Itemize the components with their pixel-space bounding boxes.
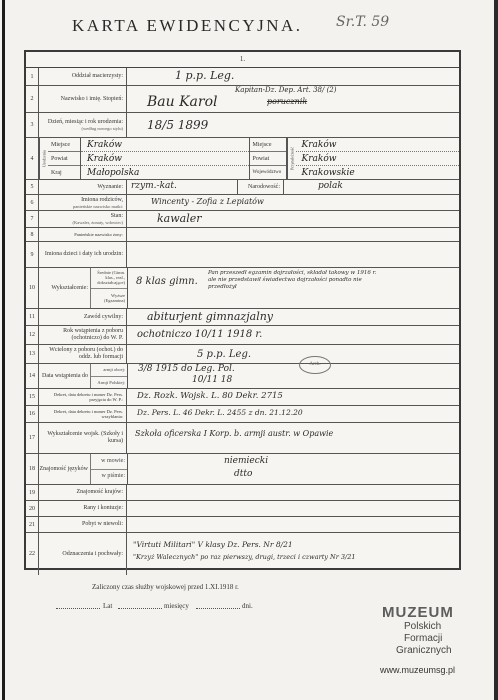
form-row-18 bbox=[26, 454, 459, 485]
name-value: Bau Karol bbox=[147, 94, 218, 110]
dotted-line bbox=[196, 608, 240, 609]
language-sublabels bbox=[91, 454, 127, 484]
row-value bbox=[127, 406, 459, 422]
form-row-3 bbox=[26, 113, 459, 138]
row-value bbox=[127, 113, 459, 137]
domicile-column bbox=[250, 138, 460, 179]
entry-sublabels bbox=[91, 364, 127, 388]
form-row-16 bbox=[26, 406, 459, 423]
row-number: 8 bbox=[26, 228, 39, 241]
sublabel: Armji Polskiej: bbox=[97, 379, 125, 385]
place-labels bbox=[48, 138, 81, 179]
row-number: 9 bbox=[26, 242, 39, 267]
marital-status-value: kawaler bbox=[157, 212, 202, 225]
row-value bbox=[127, 485, 459, 500]
form-row-12 bbox=[26, 326, 459, 345]
place-label: Kraj bbox=[51, 169, 62, 176]
row-value bbox=[127, 517, 459, 532]
document-title: KARTA EWIDENCYJNA. bbox=[72, 16, 303, 35]
decoration-1: "Virtuti Militari" V klasy Dz. Pers. Nr 8/21 bbox=[133, 540, 293, 549]
written-language-value: dtto bbox=[234, 469, 253, 479]
row-value bbox=[127, 533, 459, 575]
row-label: Oddział macierzysty: bbox=[39, 68, 127, 85]
row-value bbox=[127, 326, 459, 344]
place-label: Powiat bbox=[250, 152, 286, 166]
logo-title: MUZEUM bbox=[382, 604, 454, 621]
entry-date-label bbox=[39, 364, 128, 388]
enlistment-value: ochotniczo 10/11 1918 r. bbox=[137, 329, 263, 340]
days-label: dni. bbox=[242, 602, 253, 610]
row-number: 12 bbox=[26, 326, 39, 344]
rank-note: Kapitan-Dz. Dep. Art. 38/ (2) bbox=[235, 86, 337, 94]
birth-date-value: 18/5 1899 bbox=[147, 118, 209, 132]
row-label: Odznaczenia i pochwały: bbox=[39, 533, 127, 575]
logo-line: Granicznych bbox=[396, 645, 452, 656]
row-label: Wykształcenie wojsk. (Szkoły i kursa) bbox=[39, 423, 127, 453]
row-value bbox=[128, 364, 459, 388]
row-number: 16 bbox=[26, 406, 39, 422]
form-row-21 bbox=[26, 517, 459, 533]
row-value bbox=[127, 228, 459, 241]
page-edge-right bbox=[494, 0, 498, 700]
place-value: Kraków bbox=[296, 138, 460, 152]
nationality-label: Narodowość: bbox=[238, 180, 284, 194]
years-label: Lat bbox=[103, 602, 113, 610]
form-row-9 bbox=[26, 242, 459, 268]
row-number: 20 bbox=[26, 501, 39, 516]
rank-value: porucznik bbox=[267, 97, 308, 106]
form-row-5 bbox=[26, 180, 459, 195]
row-number: 19 bbox=[26, 485, 39, 500]
page-edge-left bbox=[2, 0, 5, 700]
row-value bbox=[127, 423, 459, 453]
row-label: Pobyt w niewoli: bbox=[39, 517, 127, 532]
row-number: 14 bbox=[26, 364, 39, 388]
row-value bbox=[127, 501, 459, 516]
row-label: Dekret, data dekretu i numer Dz. Pers. wszyblania: bbox=[39, 406, 127, 422]
row-value bbox=[127, 195, 459, 210]
place-values bbox=[296, 138, 460, 179]
military-education-value: Szkoła oficerska I Korp. b. armji austr. w Opawie bbox=[135, 429, 334, 438]
place-label: Powiat bbox=[48, 152, 80, 166]
admission-decree-value: Dz. Rozk. Wojsk. L. 80 Dekr. 2715 bbox=[137, 391, 283, 401]
row-label: Imiona rodziców, panieńskie nazwisko matki: bbox=[39, 195, 127, 210]
education-value: 8 klas gimn. bbox=[136, 276, 198, 287]
museum-logo bbox=[374, 604, 494, 676]
service-time-label: Zaliczony czas służby wojskowej przed 1.XI.1918 r. bbox=[92, 583, 239, 591]
dotted-line bbox=[56, 608, 100, 609]
row-label: Stan: (Kawaler, żonaty, wdowiec) bbox=[39, 211, 127, 227]
row-label: Nazwisko i imię. Stopień: bbox=[39, 86, 127, 112]
side-label: Przynależność bbox=[287, 138, 296, 179]
form-row-14 bbox=[26, 364, 459, 389]
form-row-7 bbox=[26, 211, 459, 228]
home-unit-value: 1 p.p. Leg. bbox=[175, 69, 235, 82]
row-number: 6 bbox=[26, 195, 39, 210]
row-label: Zawód cywilny: bbox=[39, 309, 127, 325]
place-value: Kraków bbox=[81, 138, 249, 152]
row-number: 18 bbox=[26, 454, 39, 484]
verification-decree-value: Dz. Pers. L. 46 Dekr. L. 2455 z dn. 21.12.20 bbox=[137, 408, 303, 417]
row-number: 13 bbox=[26, 345, 39, 363]
row-number: 7 bbox=[26, 211, 39, 227]
row-value bbox=[128, 268, 459, 308]
place-value: Małopolska bbox=[87, 167, 140, 178]
logo-url: www.muzeumsg.pl bbox=[380, 665, 456, 675]
row-value bbox=[127, 345, 459, 363]
row-number: 10 bbox=[26, 268, 39, 308]
row-label: Znajomość krajów: bbox=[39, 485, 127, 500]
logo-line: Polskich bbox=[404, 621, 442, 632]
form-row-1 bbox=[26, 68, 459, 86]
row-number: 2 bbox=[26, 86, 39, 112]
row-label: Imiona dzieci i daty ich urodzin: bbox=[39, 242, 127, 267]
row-label: Data wstąpienia do bbox=[39, 364, 91, 388]
education-sublabels bbox=[91, 268, 127, 308]
form-row-4-places bbox=[26, 138, 459, 180]
place-value: Krakowskie bbox=[301, 167, 355, 178]
dotted-line bbox=[118, 608, 162, 609]
place-label: Województwo bbox=[252, 170, 282, 175]
row-value bbox=[127, 180, 238, 194]
religion-value: rzym.-kat. bbox=[131, 181, 177, 191]
archive-stamp: Arch. bbox=[299, 356, 331, 374]
place-labels bbox=[250, 138, 287, 179]
place-value: Kraków bbox=[81, 152, 249, 166]
section-number: 1. bbox=[26, 52, 459, 68]
row-number: 17 bbox=[26, 423, 39, 453]
row-value bbox=[127, 389, 459, 405]
form-row-11 bbox=[26, 309, 459, 326]
row-number: 1 bbox=[26, 68, 39, 85]
form-row-6 bbox=[26, 195, 459, 211]
logo-line: Formacji bbox=[404, 633, 443, 644]
row-label: Dzień, miesiąc i rok urodzenia: (według nowego stylu) bbox=[39, 113, 127, 137]
nationality-value: polak bbox=[318, 181, 343, 191]
row-value bbox=[127, 309, 459, 325]
row-label: Panieńskie nazwisko żony: bbox=[39, 228, 127, 241]
row-label: Wykształcenie: bbox=[39, 268, 91, 308]
sublabel: w piśmie: bbox=[101, 473, 125, 480]
sublabel: w mowie: bbox=[91, 454, 127, 470]
place-grid bbox=[39, 138, 459, 179]
decoration-2: "Krzyż Walecznych" po raz pierwszy, drugi, trzeci i czwarty Nr 3/21 bbox=[133, 553, 356, 561]
row-label: Wyznanie: bbox=[39, 180, 127, 194]
row-value bbox=[127, 68, 459, 85]
place-values bbox=[81, 138, 249, 179]
incorporation-value: 5 p.p. Leg. bbox=[197, 349, 252, 360]
row-number: 21 bbox=[26, 517, 39, 532]
place-label: Miejsce bbox=[250, 138, 286, 152]
form-row-22 bbox=[26, 533, 459, 575]
row-label: Rok wstąpienia z poboru (ochotniczo) do W. P. bbox=[39, 326, 127, 344]
row-label: Dekret, data dekretu i numer Dz. Pers. przyjęcia do W. P.: bbox=[39, 389, 127, 405]
row-value bbox=[127, 211, 459, 227]
side-label: Urodzenia bbox=[39, 138, 48, 179]
parents-value: Wincenty - Zofia z Lepiatów bbox=[151, 197, 264, 206]
birth-place-column bbox=[39, 138, 250, 179]
education-note: Pan przeszedł egzamin dojrzałości, składał takowy w 1916 r. ale nie przedstawił świadectwa dojrzałości ponadto nie przedłożył bbox=[208, 270, 377, 290]
form-row-20 bbox=[26, 501, 459, 517]
form-row-8 bbox=[26, 228, 459, 242]
row-value bbox=[127, 242, 459, 267]
sublabel: armji obcej: bbox=[91, 364, 127, 377]
form-row-10 bbox=[26, 268, 459, 309]
row-number: 11 bbox=[26, 309, 39, 325]
place-label: Miejsce bbox=[48, 138, 80, 152]
months-label: miesięcy bbox=[164, 602, 189, 610]
profession-value: abiturjent gimnazjalny bbox=[147, 310, 274, 323]
sublabel: Wyższe (Egzamina) bbox=[104, 293, 125, 304]
place-value: Kraków bbox=[296, 152, 460, 166]
form-row-19 bbox=[26, 485, 459, 501]
languages-label bbox=[39, 454, 128, 484]
foreign-army-date: 3/8 1915 do Leg. Pol. bbox=[138, 364, 235, 374]
row-value bbox=[128, 454, 459, 484]
row-label: Znajomość języków bbox=[39, 454, 91, 484]
row-label: Wcielony z poboru (ochot.) do oddz. lub formacji bbox=[39, 345, 127, 363]
form-row-2 bbox=[26, 86, 459, 113]
row-number: 22 bbox=[26, 533, 39, 575]
form-row-13 bbox=[26, 345, 459, 364]
form-row-17 bbox=[26, 423, 459, 454]
record-form bbox=[24, 50, 461, 570]
sublabel: Średnie (Gimn. klas., real., dokształcające) bbox=[91, 268, 127, 289]
form-row-15 bbox=[26, 389, 459, 406]
row-value bbox=[284, 180, 459, 194]
row-number: 4 bbox=[26, 138, 39, 179]
polish-army-date: 10/11 18 bbox=[192, 375, 233, 385]
row-number: 3 bbox=[26, 113, 39, 137]
signature-number: Sr.T. 59 bbox=[336, 14, 390, 30]
education-label bbox=[39, 268, 128, 308]
spoken-language-value: niemiecki bbox=[224, 456, 269, 466]
row-number: 15 bbox=[26, 389, 39, 405]
row-label: Rany i kontuzje: bbox=[39, 501, 127, 516]
row-value bbox=[127, 86, 459, 112]
row-number: 5 bbox=[26, 180, 39, 194]
